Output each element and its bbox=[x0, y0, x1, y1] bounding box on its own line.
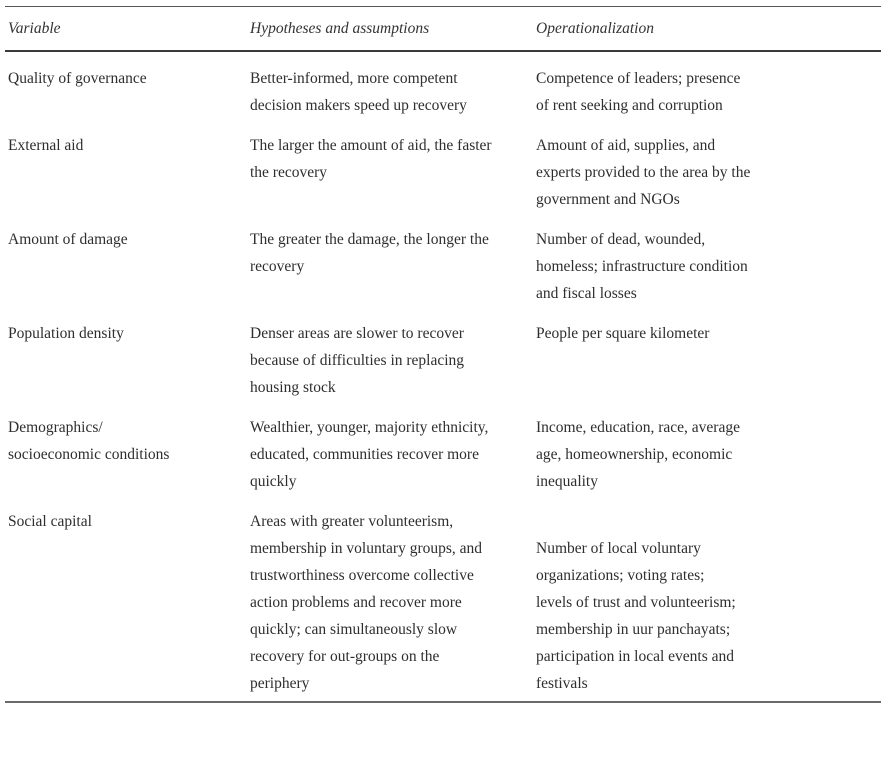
cell-variable: Amount of damage bbox=[8, 231, 128, 248]
cell-operationalization: People per square kilometer bbox=[536, 325, 710, 342]
cell-variable: Social capital bbox=[8, 513, 92, 530]
cell-hypothesis: The larger the amount of aid, the faster the recovery bbox=[250, 137, 492, 181]
table-row-demographics bbox=[5, 414, 881, 495]
cell-hypothesis: Better-informed, more competent decision makers speed up recovery bbox=[250, 70, 467, 114]
cell-variable: Population density bbox=[8, 325, 124, 342]
cell-variable: External aid bbox=[8, 137, 84, 154]
header-hypotheses: Hypotheses and assumptions bbox=[250, 19, 430, 37]
table-body bbox=[5, 52, 881, 701]
variables-table bbox=[5, 6, 881, 703]
cell-operationalization: Number of local voluntary organizations; voting rates; levels of trust and volunteerism; membership in uur panchayats; participation in local events and festivals bbox=[536, 540, 736, 692]
cell-operationalization: Amount of aid, supplies, and experts provided to the area by the government and NGOs bbox=[536, 137, 751, 208]
table-row-social-capital bbox=[5, 508, 881, 697]
cell-variable: Demographics/ socioeconomic conditions bbox=[8, 419, 170, 463]
table-header-row bbox=[5, 7, 881, 50]
table-row-amount-of-damage bbox=[5, 226, 881, 307]
cell-hypothesis: Denser areas are slower to recover because of difficulties in replacing housing stock bbox=[250, 325, 465, 396]
cell-variable: Quality of governance bbox=[8, 70, 147, 87]
table-row-quality-of-governance bbox=[5, 65, 881, 119]
header-operationalization: Operationalization bbox=[536, 19, 654, 37]
header-variable: Variable bbox=[8, 19, 61, 37]
cell-hypothesis: Wealthier, younger, majority ethnicity, educated, communities recover more quickly bbox=[250, 419, 489, 490]
cell-operationalization: Number of dead, wounded, homeless; infrastructure condition and fiscal losses bbox=[536, 231, 748, 302]
table-row-population-density bbox=[5, 320, 881, 401]
cell-hypothesis: The greater the damage, the longer the recovery bbox=[250, 231, 489, 275]
cell-operationalization: Competence of leaders; presence of rent seeking and corruption bbox=[536, 70, 741, 114]
cell-hypothesis: Areas with greater volunteerism, membership in voluntary groups, and trustworthiness overcome collective action problems and recover more quickly; can simultaneously slow recovery for out-groups on the periphery bbox=[250, 513, 483, 692]
table-row-external-aid bbox=[5, 132, 881, 213]
table-bottom-rule bbox=[5, 701, 881, 703]
cell-operationalization: Income, education, race, average age, homeownership, economic inequality bbox=[536, 419, 740, 490]
